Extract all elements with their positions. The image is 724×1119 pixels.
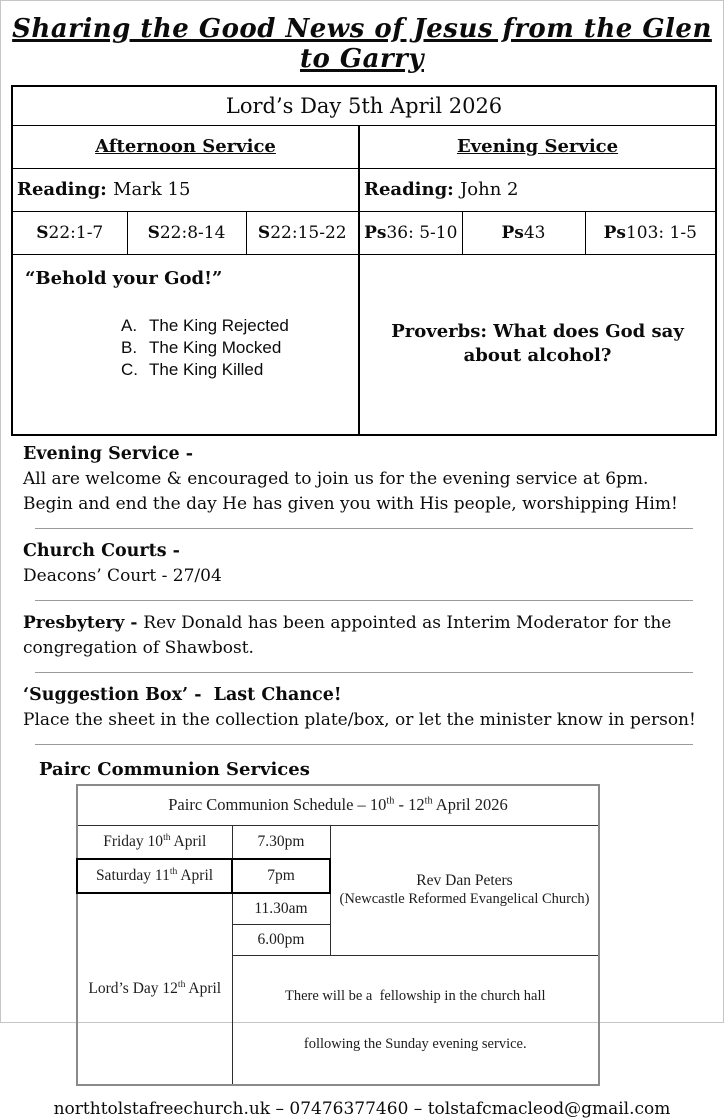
minister-cell bbox=[330, 825, 599, 955]
schedule-title bbox=[77, 785, 599, 825]
notice-suggestion-box-heading: ‘Suggestion Box’ - Last Chance! bbox=[23, 685, 342, 705]
ordinal-sup: th bbox=[169, 865, 178, 877]
psalm-ref: 22:15-22 bbox=[270, 222, 347, 243]
pairc-schedule-table bbox=[76, 784, 600, 1086]
point-text: The King Killed bbox=[149, 359, 264, 379]
notice-church-courts-body: Deacons’ Court - 27/04 bbox=[23, 566, 222, 586]
psalm-cell-evening-3 bbox=[585, 211, 716, 254]
date-part: April bbox=[177, 867, 214, 884]
minister-church: (Newcastle Reformed Evangelical Church) bbox=[339, 891, 590, 907]
footer-contact: northtolstafreechurch.uk – 07476377460 – tolstafcmacleod@gmail.com bbox=[53, 1098, 671, 1119]
afternoon-service-header: Afternoon Service bbox=[95, 136, 276, 157]
notice-church-courts bbox=[23, 539, 701, 589]
psalm-prefix: Ps bbox=[364, 222, 387, 243]
schedule-title-part: Pairc Communion Schedule – 10 bbox=[168, 795, 387, 815]
evening-topic-cell bbox=[359, 254, 716, 435]
notice-presbytery-heading: Presbytery - bbox=[23, 613, 144, 633]
sermon-cell bbox=[12, 254, 359, 435]
notice-church-courts-heading: Church Courts - bbox=[23, 541, 180, 561]
date-part: Saturday 11 bbox=[95, 867, 170, 884]
schedule-title-part: - 12 bbox=[394, 795, 425, 815]
notice-evening-service-heading: Evening Service - bbox=[23, 444, 194, 464]
friday-date bbox=[77, 825, 232, 859]
psalm-ref: 43 bbox=[523, 222, 546, 243]
point-text: The King Mocked bbox=[149, 337, 282, 357]
psalm-ref: 22:1-7 bbox=[48, 222, 104, 243]
page-title: Sharing the Good News of Jesus from the Glen to Garry bbox=[12, 14, 712, 74]
section-divider bbox=[35, 672, 693, 673]
section-divider bbox=[35, 528, 693, 529]
fellowship-note-line2: following the Sunday evening service. bbox=[303, 1035, 527, 1052]
section-divider bbox=[35, 600, 693, 601]
schedule-row-friday bbox=[77, 825, 599, 859]
psalm-prefix: S bbox=[257, 222, 271, 243]
fellowship-note-line1: There will be a fellowship in the church hall bbox=[284, 987, 546, 1004]
sermon-point bbox=[121, 337, 350, 359]
psalm-ref: 22:8-14 bbox=[159, 222, 226, 243]
service-table bbox=[11, 85, 717, 436]
notice-suggestion-box bbox=[23, 683, 701, 733]
service-headers-row bbox=[12, 125, 716, 168]
psalm-cell-evening-2 bbox=[462, 211, 585, 254]
psalm-cell-afternoon-3 bbox=[246, 211, 359, 254]
sermon-point bbox=[121, 315, 350, 337]
evening-reading-label: Reading: bbox=[364, 179, 461, 200]
friday-time: 7.30pm bbox=[232, 825, 330, 859]
psalm-ref: 36: 5-10 bbox=[386, 222, 458, 243]
psalm-prefix: S bbox=[36, 222, 49, 243]
evening-reading-value: John 2 bbox=[460, 179, 519, 200]
notice-presbytery-body: Rev Donald has been appointed as Interim Moderator for the congregation of Shawbost. bbox=[23, 613, 672, 658]
notice-evening-service bbox=[23, 442, 701, 517]
psalm-ref: 103: 1-5 bbox=[625, 222, 697, 243]
date-part: April bbox=[185, 979, 222, 997]
sermon-points-list bbox=[121, 315, 350, 381]
sermon-title: “Behold your God!” bbox=[25, 267, 223, 289]
schedule-title-row bbox=[77, 785, 599, 825]
psalm-cell-afternoon-1 bbox=[12, 211, 127, 254]
psalm-cell-evening-1 bbox=[359, 211, 462, 254]
date-part: Lord’s Day 12 bbox=[88, 979, 178, 997]
evening-service-header: Evening Service bbox=[456, 136, 619, 157]
notice-presbytery bbox=[23, 611, 701, 661]
psalms-row bbox=[12, 211, 716, 254]
point-label: C. bbox=[121, 359, 138, 379]
minister-name: Rev Dan Peters bbox=[416, 872, 513, 889]
lords-day-evening-time: 6.00pm bbox=[232, 924, 330, 955]
sermon-point bbox=[121, 359, 350, 381]
ordinal-sup: th bbox=[424, 795, 433, 807]
afternoon-service-header-cell bbox=[12, 125, 359, 168]
ordinal-sup: th bbox=[163, 831, 171, 843]
notice-evening-service-body: All are welcome & encouraged to join us for the evening service at 6pm. Begin and end the day He has given you with His people, worshipping Him! bbox=[23, 469, 678, 514]
evening-service-header-cell bbox=[359, 125, 716, 168]
date-part: Friday 10 bbox=[103, 832, 164, 850]
afternoon-reading bbox=[12, 168, 359, 211]
evening-topic: Proverbs: What does God say about alcohol? bbox=[391, 321, 684, 367]
notice-suggestion-box-body: Place the sheet in the collection plate/box, or let the minister know in person! bbox=[23, 710, 696, 730]
fellowship-note bbox=[232, 955, 599, 1085]
lords-day-morning-time: 11.30am bbox=[232, 893, 330, 924]
psalm-prefix: Ps bbox=[603, 222, 626, 243]
afternoon-reading-value: Mark 15 bbox=[113, 179, 191, 200]
ordinal-sup: th bbox=[386, 795, 395, 807]
saturday-time: 7pm bbox=[232, 859, 330, 893]
lords-day-date bbox=[77, 893, 232, 1085]
notices-section bbox=[23, 442, 701, 745]
psalm-prefix: Ps bbox=[501, 222, 524, 243]
ordinal-sup: th bbox=[177, 978, 186, 990]
saturday-date bbox=[77, 859, 232, 893]
sermon-content-row bbox=[12, 254, 716, 435]
date-part: April bbox=[170, 832, 207, 850]
schedule-title-part: April 2026 bbox=[432, 795, 508, 815]
date-header: Lord’s Day 5th April 2026 bbox=[12, 86, 716, 125]
psalm-prefix: S bbox=[147, 222, 160, 243]
date-header-row bbox=[12, 86, 716, 125]
point-label: A. bbox=[121, 315, 138, 335]
evening-reading bbox=[359, 168, 716, 211]
point-text: The King Rejected bbox=[149, 315, 289, 335]
psalm-cell-afternoon-2 bbox=[127, 211, 246, 254]
pairc-communion-heading: Pairc Communion Services bbox=[39, 759, 310, 780]
readings-row bbox=[12, 168, 716, 211]
afternoon-reading-label: Reading: bbox=[17, 179, 114, 200]
point-label: B. bbox=[121, 337, 138, 357]
section-divider bbox=[35, 744, 693, 745]
